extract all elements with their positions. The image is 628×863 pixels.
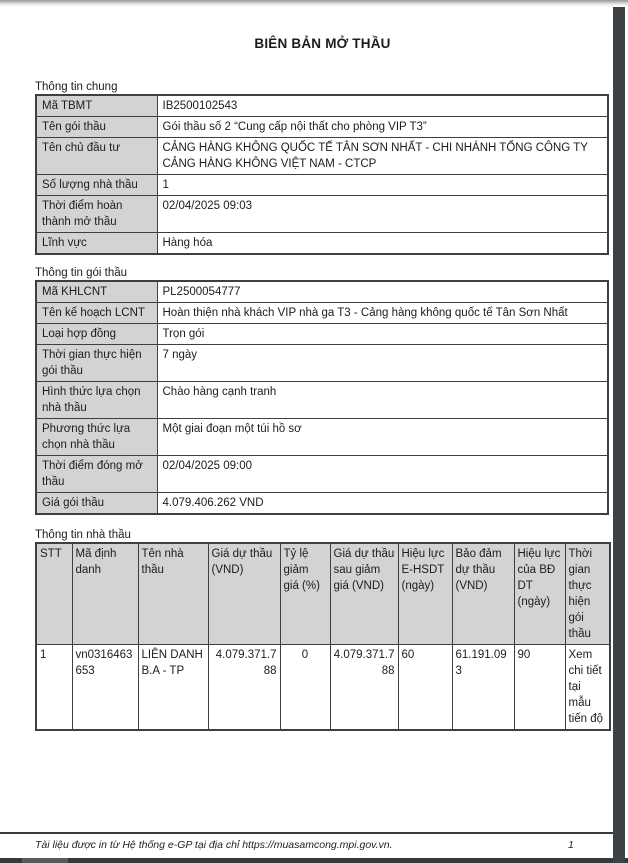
general-info-table xyxy=(35,94,609,255)
page-title: BIÊN BẢN MỞ THẦU xyxy=(254,36,391,51)
field-value: Chào hàng cạnh tranh xyxy=(157,382,608,419)
page-top-shadow xyxy=(0,0,628,7)
footer-divider xyxy=(0,832,613,834)
field-value: Gói thầu số 2 “Cung cấp nội thất cho phòng VIP T3” xyxy=(157,117,608,138)
field-value: 02/04/2025 09:03 xyxy=(157,196,608,233)
field-label: Mã TBMT xyxy=(36,95,157,117)
contractor-bid-price: 4.079.371.788 xyxy=(208,645,280,731)
field-value: 1 xyxy=(157,175,608,196)
field-label: Mã KHLCNT xyxy=(36,281,157,303)
field-value: Một giai đoạn một túi hồ sơ xyxy=(157,419,608,456)
table-row xyxy=(36,419,608,456)
table-row xyxy=(36,493,608,515)
field-label: Loại hợp đồng xyxy=(36,324,157,345)
contractor-stt: 1 xyxy=(36,645,72,731)
contractor-id: vn0316463653 xyxy=(72,645,138,731)
table-row xyxy=(36,117,608,138)
footer-note: Tài liệu được in từ Hệ thống e-GP tại địa chỉ https://muasamcong.mpi.gov.vn. xyxy=(35,839,393,851)
table-row xyxy=(36,196,608,233)
table-row xyxy=(36,175,608,196)
field-value: 02/04/2025 09:00 xyxy=(157,456,608,493)
document-content xyxy=(35,0,610,731)
bottom-chrome-segment xyxy=(22,858,68,863)
field-label: Giá gói thầu xyxy=(36,493,157,515)
section-heading-package-info: Thông tin gói thầu xyxy=(35,267,128,279)
column-header: Giá dự thầu sau giảm giá (VND) xyxy=(330,543,398,645)
field-label: Thời điểm hoàn thành mở thầu xyxy=(36,196,157,233)
table-row xyxy=(36,95,608,117)
table-row xyxy=(36,324,608,345)
bottom-chrome-bar xyxy=(0,858,628,863)
field-value: IB2500102543 xyxy=(157,95,608,117)
column-header: Thời gian thực hiện gói thầu xyxy=(565,543,610,645)
table-row xyxy=(36,303,608,324)
field-label: Phương thức lựa chọn nhà thầu xyxy=(36,419,157,456)
table-row xyxy=(36,233,608,255)
field-value: CẢNG HÀNG KHÔNG QUỐC TẾ TÂN SƠN NHẤT - CHI NHÁNH TỔNG CÔNG TY CẢNG HÀNG KHÔNG VIỆT NAM - CTCP xyxy=(157,138,608,175)
field-label: Thời gian thực hiện gói thầu xyxy=(36,345,157,382)
field-value: 4.079.406.262 VND xyxy=(157,493,608,515)
vertical-scrollbar-thumb[interactable] xyxy=(613,0,625,863)
column-header: Hiệu lực E-HSDT (ngày) xyxy=(398,543,452,645)
contractor-bid-price-after-discount: 4.079.371.788 xyxy=(330,645,398,731)
contractor-duration: Xem chi tiết tại mẫu tiến độ xyxy=(565,645,610,731)
field-value: 7 ngày xyxy=(157,345,608,382)
contractor-ehsdt-validity: 60 xyxy=(398,645,452,731)
field-label: Lĩnh vực xyxy=(36,233,157,255)
table-row xyxy=(36,382,608,419)
field-value: Hàng hóa xyxy=(157,233,608,255)
table-row xyxy=(36,138,608,175)
column-header: STT xyxy=(36,543,72,645)
package-info-table xyxy=(35,280,609,515)
column-header: Hiệu lực của BĐ DT (ngày) xyxy=(514,543,565,645)
contractors-header-row xyxy=(36,543,610,645)
column-header: Tên nhà thầu xyxy=(138,543,208,645)
table-row xyxy=(36,345,608,382)
field-value: PL2500054777 xyxy=(157,281,608,303)
column-header: Bảo đảm dự thầu (VND) xyxy=(452,543,514,645)
section-heading-contractors: Thông tin nhà thầu xyxy=(35,529,131,541)
field-label: Hình thức lựa chọn nhà thầu xyxy=(36,382,157,419)
field-label: Tên kế hoạch LCNT xyxy=(36,303,157,324)
table-row xyxy=(36,281,608,303)
field-label: Tên chủ đầu tư xyxy=(36,138,157,175)
field-value: Hoàn thiện nhà khách VIP nhà ga T3 - Cảng hàng không quốc tế Tân Sơn Nhất xyxy=(157,303,608,324)
column-header: Tỷ lệ giảm giá (%) xyxy=(280,543,330,645)
contractor-security-validity: 90 xyxy=(514,645,565,731)
contractor-name: LIÊN DANH B.A - TP xyxy=(138,645,208,731)
field-label: Tên gói thầu xyxy=(36,117,157,138)
column-header: Mã định danh xyxy=(72,543,138,645)
field-label: Số lượng nhà thầu xyxy=(36,175,157,196)
column-header: Giá dự thầu (VND) xyxy=(208,543,280,645)
table-row xyxy=(36,456,608,493)
contractors-table xyxy=(35,542,611,731)
footer-page-number: 1 xyxy=(568,839,574,851)
section-heading-general-info: Thông tin chung xyxy=(35,81,118,93)
contractor-row xyxy=(36,645,610,731)
contractor-bid-security: 61.191.093 xyxy=(452,645,514,731)
field-label: Thời điểm đóng mở thầu xyxy=(36,456,157,493)
contractor-discount-pct: 0 xyxy=(280,645,330,731)
field-value: Trọn gói xyxy=(157,324,608,345)
